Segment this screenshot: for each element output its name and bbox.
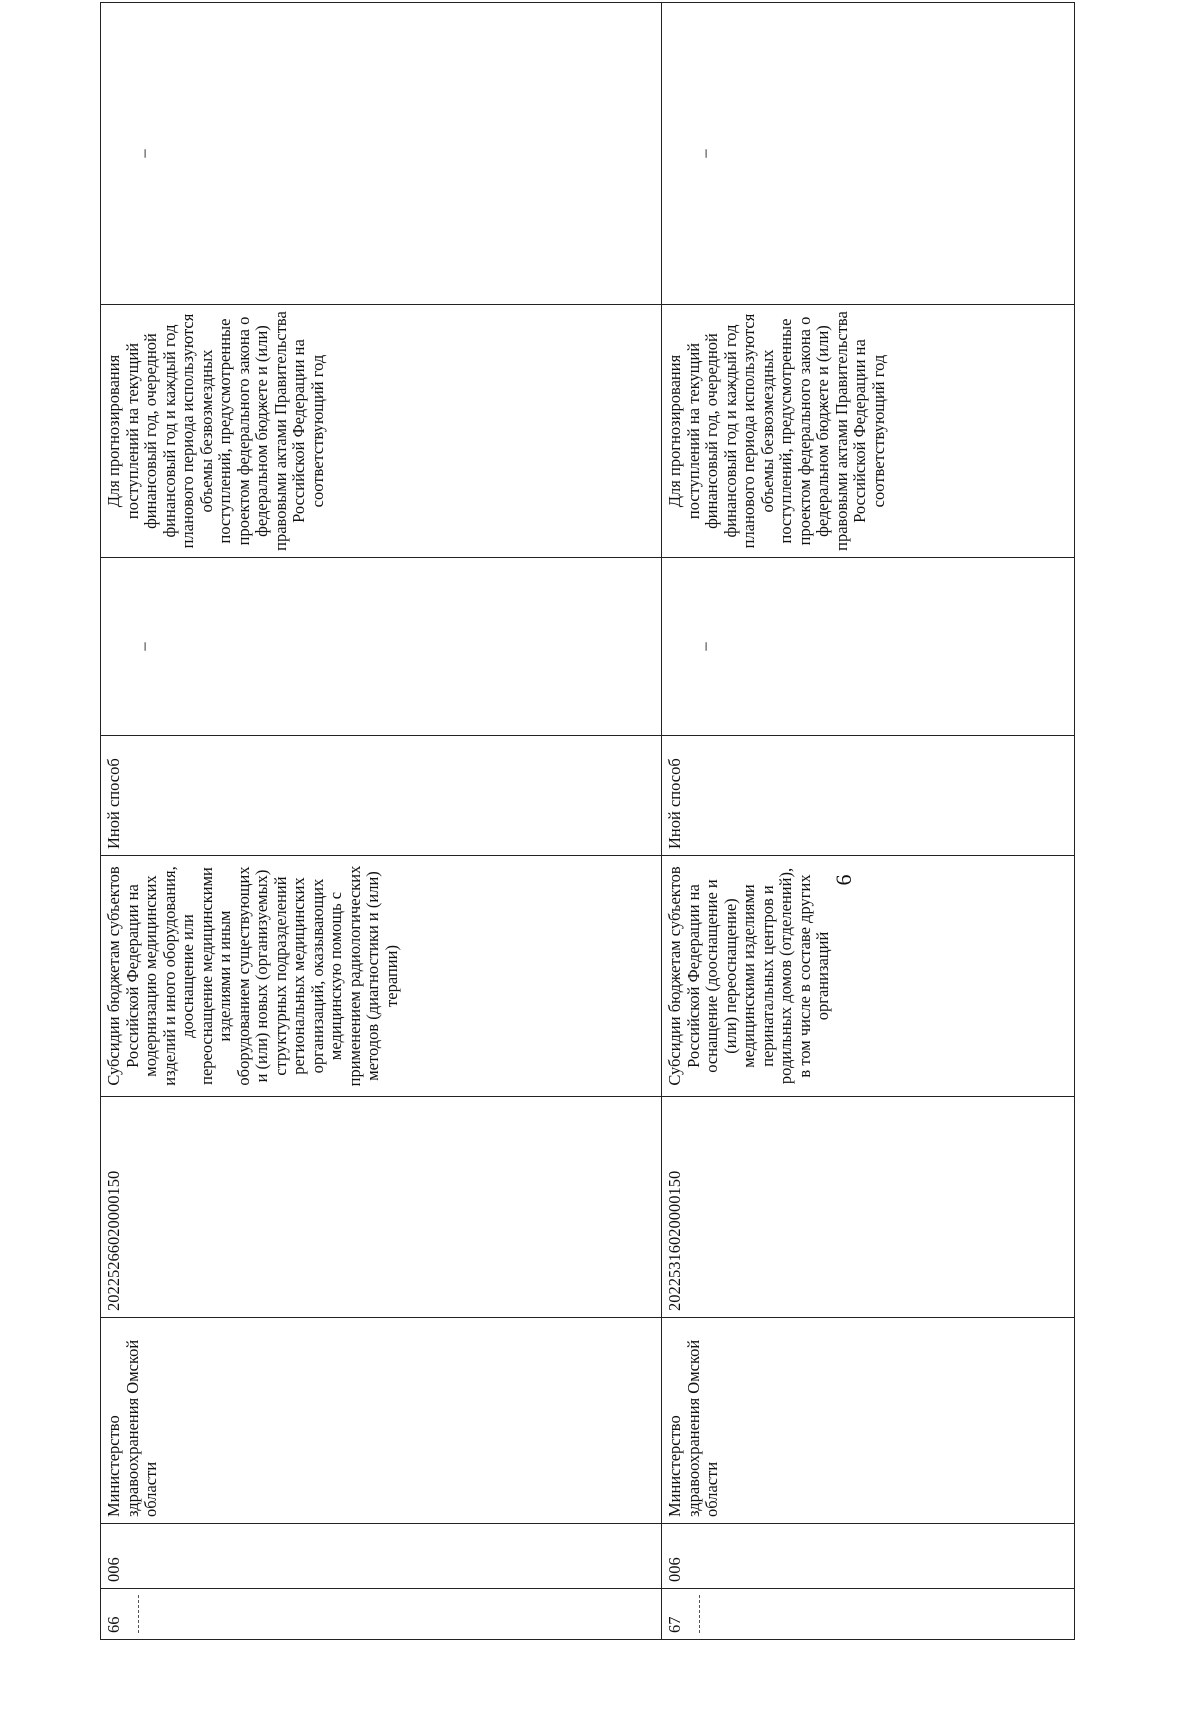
note-dash: – (695, 149, 714, 158)
income-name: Субсидии бюджетам субъектов Российской Федерации на оснащение (дооснащение и (или) переоснащение) медицинскими изделиями перинатальных центров и родильных домов (отделений), в том числе в составе других организаций (665, 866, 832, 1086)
organization-name: Министерство здравоохранения Омской области (665, 1339, 721, 1517)
admin-code: 006 (665, 1557, 684, 1582)
kbk-code: 20225266020000150 (104, 1170, 123, 1311)
kbk-code: 20225316020000150 (665, 1170, 684, 1311)
note-dash: – (134, 149, 153, 158)
row-number-cell (101, 1589, 662, 1640)
income-forecast-table (100, 2, 1075, 1640)
organization-cell (101, 1318, 662, 1524)
method-cell (101, 736, 662, 856)
note-cell (662, 3, 1075, 305)
method-description: Для прогнозирования поступлений на текущий финансовый год, очередной финансовый год и каждый год планового периода используются объемы безвозмездных поступлений, предусмотренные проектом федерального закона о федеральном бюджете и (или) правовыми актами Правительства Российской Федерации на соответствующий год (665, 311, 888, 551)
method-description-cell (662, 305, 1075, 558)
method-description: Для прогнозирования поступлений на текущий финансовый год, очередной финансовый год и каждый год планового периода используются объемы безвозмездных поступлений, предусмотренные проектом федерального закона о федеральном бюджете и (или) правовыми актами Правительства Российской Федерации на соответствующий год (104, 311, 327, 551)
method-description-cell (101, 305, 662, 558)
algorithm-cell (662, 558, 1075, 736)
admin-code: 006 (104, 1557, 123, 1582)
forecast-method: Иной способ (104, 758, 123, 849)
row-number: 67 (665, 1616, 684, 1633)
income-name-cell (662, 856, 1075, 1097)
row-number: 66 (104, 1616, 123, 1633)
organization-name: Министерство здравоохранения Омской области (104, 1339, 160, 1517)
algorithm-cell (101, 558, 662, 736)
page-number: 6 (831, 874, 856, 886)
algorithm-dash: – (134, 642, 153, 651)
kbk-cell (101, 1097, 662, 1318)
dashed-divider (138, 1595, 139, 1633)
dashed-divider (699, 1595, 700, 1633)
algorithm-dash: – (695, 642, 714, 651)
method-cell (662, 736, 1075, 856)
row-number-cell (662, 1589, 1075, 1640)
admin-code-cell (101, 1524, 662, 1589)
table-row (101, 3, 662, 1640)
income-name-cell (101, 856, 662, 1097)
note-cell (101, 3, 662, 305)
forecast-method: Иной способ (665, 758, 684, 849)
income-name: Субсидии бюджетам субъектов Российской Федерации на модернизацию медицинских изделий и иного оборудования, дооснащение или переоснащение медицинскими изделиями и иным оборудованием существующих и (или) новых (организуемых) структурных подразделений региональных медицинских организаций, оказывающих медицинскую помощь с применением радиологических методов (диагностики и (или) терапии) (104, 865, 401, 1087)
table-row (662, 3, 1075, 1640)
admin-code-cell (662, 1524, 1075, 1589)
organization-cell (662, 1318, 1075, 1524)
kbk-cell (662, 1097, 1075, 1318)
rotated-landscape-content (100, 40, 1100, 1640)
